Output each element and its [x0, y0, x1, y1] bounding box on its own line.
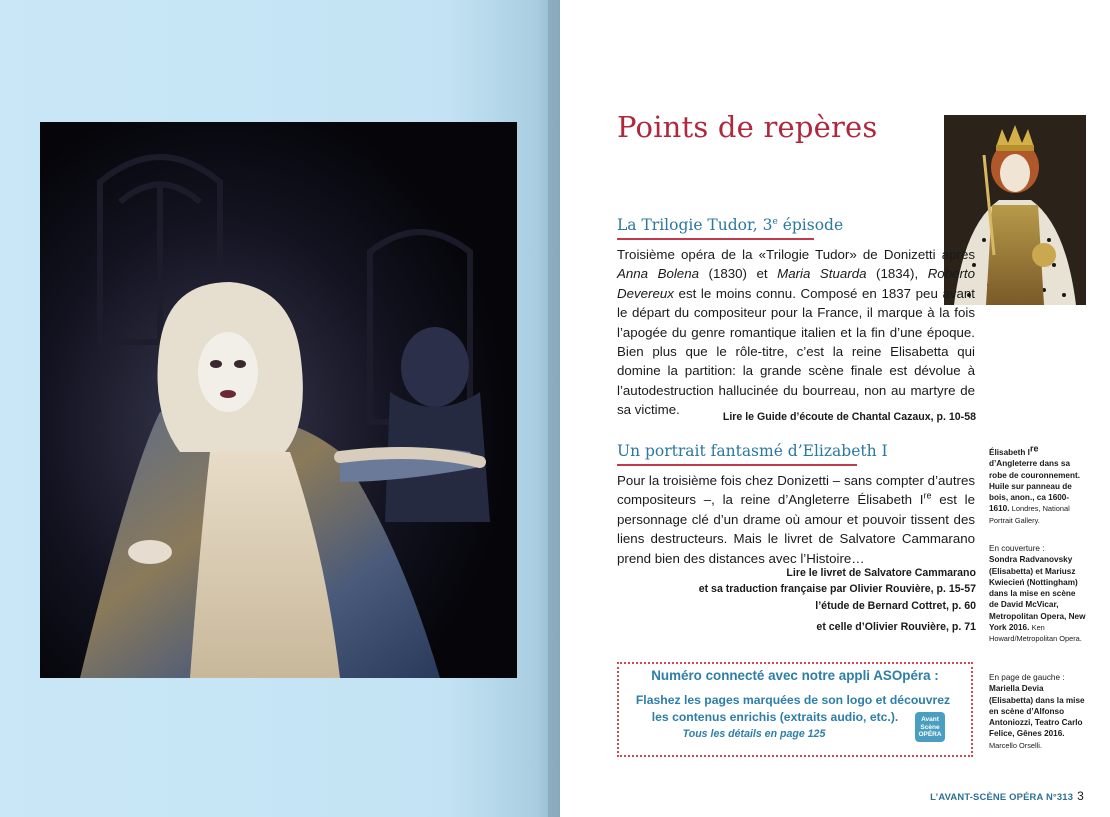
work-title: Anna Bolena [617, 266, 699, 282]
section-title-portrait [617, 442, 888, 466]
section-title-text: Un portrait fantasmé d’Elizabeth I [617, 442, 888, 460]
section-title-underline [617, 464, 857, 466]
reference-livret [699, 565, 976, 597]
section-title-underline [617, 238, 814, 240]
caption-left-page [989, 672, 1087, 751]
promo-heading-end: : [930, 668, 939, 683]
text-run: est le moins connu. Composé en 1837 peu avant le départ du compositeur pour la France, il marque à la fois l’apogée du genre romantique italien et la fin d’une époque. Bien plus que le rôle-titre, c’est la reine Elisabetta qui domine la partition: la grande scène finale est dévolue à l’autodestruction hallucinée du bourreau, non au martyre de sa victime. [617, 285, 975, 418]
caption-text: Élisabeth I [989, 448, 1030, 457]
page-number: 3 [1077, 789, 1084, 803]
caption-heading: En page de gauche : [989, 673, 1065, 682]
avant-scene-opera-logo-icon [915, 712, 945, 742]
paragraph-trilogie [617, 245, 975, 420]
page-title: Points de repères [617, 110, 878, 144]
reference-cottret: l’étude de Bernard Cottret, p. 60 [815, 600, 976, 612]
caption-cover [989, 543, 1087, 645]
text-run: (1834), [866, 266, 928, 282]
superscript: e [772, 216, 778, 227]
work-title: Maria Stuarda [777, 266, 867, 282]
app-promo-box [617, 662, 973, 757]
caption-heading: En couverture : [989, 544, 1045, 553]
caption-credit: Londres, National Portrait Gallery. [989, 504, 1070, 525]
caption-text: Mariella Devia (Elisabetta) dans la mise en scène d’Alfonso Antoniozzi, Teatro Carlo Felice, Gênes 2016. [989, 684, 1085, 739]
stage-photo [40, 122, 517, 678]
superscript: re [1029, 443, 1039, 454]
promo-line-1: Flashez les pages marquées de son logo et découvrez [635, 693, 951, 707]
superscript: re [923, 490, 932, 501]
paragraph-portrait [617, 471, 975, 568]
text-run: Pour la troisième fois chez Donizetti – sans compter d’autres compositeurs –, la reine d’Angleterre Élisabeth I [617, 473, 975, 508]
section-title-end: épisode [777, 216, 844, 234]
reference-line: et sa traduction française par Olivier Rouvière, p. 15-57 [698, 583, 976, 595]
promo-heading-text: Numéro connecté avec notre appli [651, 668, 874, 683]
logo-text: OPÉRA [918, 731, 942, 738]
section-title-trilogie [617, 216, 843, 240]
text-run: Troisième opéra de la «Trilogie Tudor» de Donizetti après [617, 247, 975, 262]
logo-text: Avant [921, 716, 939, 723]
reference-guide-ecoute: Lire le Guide d’écoute de Chantal Cazaux, p. 10-58 [722, 411, 976, 423]
caption-credit: Marcello Orselli. [989, 740, 1042, 750]
logo-text: Scène [920, 723, 940, 731]
text-run: est le personnage clé d’un drame où amour et pouvoir tissent des liens destructeurs. Mais le livret de Salvatore Cammarano prend bien des distances avec l’Histoire… [617, 492, 975, 566]
publication-name: L’AVANT-SCÈNE OPÉRA N°313 [930, 791, 1074, 802]
reference-line: Lire le livret de Salvatore Cammarano [786, 567, 976, 579]
app-name: ASOpéra [873, 668, 931, 683]
promo-line-2: les contenus enrichis (extraits audio, etc.). [651, 710, 899, 724]
section-title-text: La Trilogie Tudor, 3 [617, 216, 773, 234]
caption-portrait [989, 443, 1087, 526]
reference-rouviere: et celle d’Olivier Rouvière, p. 71 [816, 621, 976, 633]
text-run: (1830) et [699, 266, 778, 282]
caption-text: Sondra Radvanovsky (Elisabetta) et Mariusz Kwiecień (Nottingham) dans la mise en scène de David McVicar, Metropolitan Opera, New York 2016. [989, 555, 1086, 633]
promo-details: Tous les détails en page 125 [682, 728, 826, 740]
caption-text: d’Angleterre dans sa robe de couronnement. Huile sur panneau de bois, anon., ca 1600-1610. [989, 459, 1080, 514]
promo-heading [619, 668, 971, 683]
work-title: Roberto Devereux [617, 266, 976, 301]
page-footer [930, 789, 1084, 803]
caption-credit: Ken Howard/Metropolitan Opera. [989, 623, 1082, 644]
